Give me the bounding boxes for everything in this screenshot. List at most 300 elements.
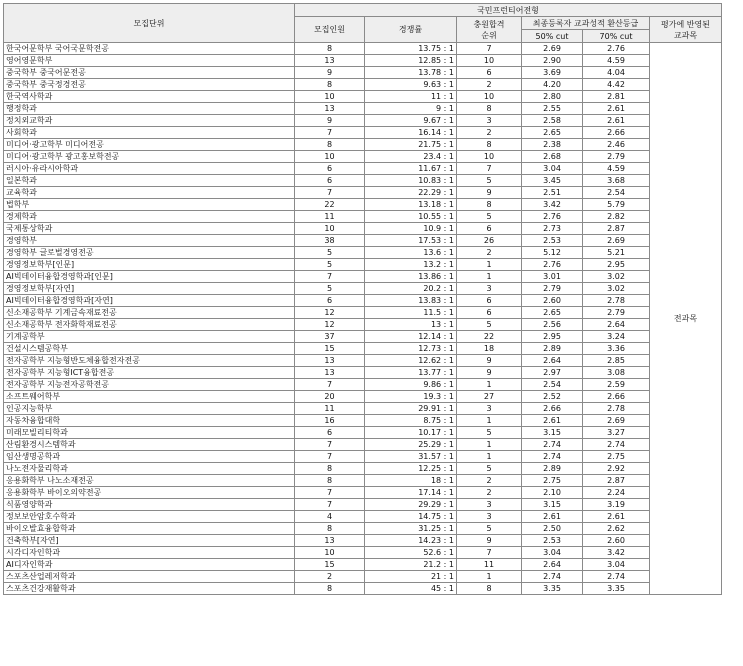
unit-cell: 경영정보학부[자연] xyxy=(4,283,295,295)
cut70-cell: 3.24 xyxy=(583,331,650,343)
table-row xyxy=(4,559,722,571)
cut50-cell: 2.50 xyxy=(522,523,583,535)
header-reflected-subjects xyxy=(650,17,722,43)
unit-cell: 중국학부 중국어문전공 xyxy=(4,67,295,79)
cut50-cell: 2.60 xyxy=(522,295,583,307)
quota-cell: 22 xyxy=(295,199,365,211)
table-row xyxy=(4,403,722,415)
table-row xyxy=(4,415,722,427)
table-row xyxy=(4,223,722,235)
table-row xyxy=(4,547,722,559)
cut50-cell: 2.53 xyxy=(522,235,583,247)
cut50-cell: 2.79 xyxy=(522,283,583,295)
table-row xyxy=(4,283,722,295)
quota-cell: 8 xyxy=(295,463,365,475)
quota-cell: 4 xyxy=(295,511,365,523)
unit-cell: 건설시스템공학부 xyxy=(4,343,295,355)
cut50-cell: 2.58 xyxy=(522,115,583,127)
cut70-cell: 3.35 xyxy=(583,583,650,595)
cut70-cell: 2.85 xyxy=(583,355,650,367)
ratio-cell: 52.6 : 1 xyxy=(365,547,457,559)
rank-cell: 1 xyxy=(457,271,522,283)
unit-cell: 영어영문학부 xyxy=(4,55,295,67)
unit-cell: 인공지능학부 xyxy=(4,403,295,415)
cut50-cell: 2.69 xyxy=(522,43,583,55)
reflected-subjects-cell: 전과목 xyxy=(650,43,722,595)
cut50-cell: 2.74 xyxy=(522,439,583,451)
cut70-cell: 2.74 xyxy=(583,439,650,451)
quota-cell: 11 xyxy=(295,403,365,415)
cut50-cell: 2.76 xyxy=(522,211,583,223)
unit-cell: 미디어·광고학부 광고홍보학전공 xyxy=(4,151,295,163)
table-row xyxy=(4,439,722,451)
cut50-cell: 2.75 xyxy=(522,475,583,487)
table-row xyxy=(4,103,722,115)
table-row xyxy=(4,163,722,175)
unit-cell: 신소재공학부 기계금속재료전공 xyxy=(4,307,295,319)
unit-cell: 기계공학부 xyxy=(4,331,295,343)
unit-cell: 자동차융합대학 xyxy=(4,415,295,427)
unit-cell: 응용화학부 나노소재전공 xyxy=(4,475,295,487)
quota-cell: 8 xyxy=(295,475,365,487)
table-row xyxy=(4,175,722,187)
rank-cell: 5 xyxy=(457,319,522,331)
cut50-cell: 2.65 xyxy=(522,127,583,139)
cut70-cell: 2.69 xyxy=(583,235,650,247)
ratio-cell: 12.25 : 1 xyxy=(365,463,457,475)
table-row xyxy=(4,247,722,259)
quota-cell: 7 xyxy=(295,439,365,451)
table-row xyxy=(4,379,722,391)
cut70-cell: 3.42 xyxy=(583,547,650,559)
cut50-cell: 2.51 xyxy=(522,187,583,199)
cut70-cell: 3.27 xyxy=(583,427,650,439)
unit-cell: 행정학과 xyxy=(4,103,295,115)
unit-cell: 한국역사학과 xyxy=(4,91,295,103)
table-row xyxy=(4,511,722,523)
ratio-cell: 9.86 : 1 xyxy=(365,379,457,391)
table-row xyxy=(4,43,722,55)
ratio-cell: 9 : 1 xyxy=(365,103,457,115)
rank-cell: 5 xyxy=(457,211,522,223)
quota-cell: 5 xyxy=(295,247,365,259)
table-header xyxy=(4,4,722,43)
rank-cell: 9 xyxy=(457,355,522,367)
table-row xyxy=(4,199,722,211)
ratio-cell: 10.55 : 1 xyxy=(365,211,457,223)
rank-cell: 6 xyxy=(457,307,522,319)
admission-results-table xyxy=(3,3,722,595)
quota-cell: 7 xyxy=(295,499,365,511)
quota-cell: 6 xyxy=(295,427,365,439)
cut50-cell: 3.04 xyxy=(522,547,583,559)
cut70-cell: 3.02 xyxy=(583,283,650,295)
ratio-cell: 25.29 : 1 xyxy=(365,439,457,451)
cut70-cell: 2.66 xyxy=(583,391,650,403)
quota-cell: 7 xyxy=(295,379,365,391)
cut70-cell: 2.87 xyxy=(583,223,650,235)
header-reflect-line2: 교과목 xyxy=(673,30,698,40)
cut70-cell: 2.59 xyxy=(583,379,650,391)
cut70-cell: 3.36 xyxy=(583,343,650,355)
cut50-cell: 2.61 xyxy=(522,415,583,427)
quota-cell: 12 xyxy=(295,307,365,319)
ratio-cell: 12.73 : 1 xyxy=(365,343,457,355)
unit-cell: 신소재공학부 전자화학재료전공 xyxy=(4,319,295,331)
header-rank-line2: 순위 xyxy=(481,30,497,40)
rank-cell: 8 xyxy=(457,103,522,115)
ratio-cell: 19.3 : 1 xyxy=(365,391,457,403)
unit-cell: 소프트웨어학부 xyxy=(4,391,295,403)
ratio-cell: 9.63 : 1 xyxy=(365,79,457,91)
cut70-cell: 2.78 xyxy=(583,403,650,415)
header-rank xyxy=(457,17,522,43)
table-row xyxy=(4,187,722,199)
rank-cell: 1 xyxy=(457,379,522,391)
cut70-cell: 2.75 xyxy=(583,451,650,463)
cut70-cell: 2.81 xyxy=(583,91,650,103)
rank-cell: 1 xyxy=(457,415,522,427)
rank-cell: 9 xyxy=(457,187,522,199)
table-row xyxy=(4,235,722,247)
quota-cell: 6 xyxy=(295,175,365,187)
ratio-cell: 13.78 : 1 xyxy=(365,67,457,79)
cut50-cell: 2.38 xyxy=(522,139,583,151)
cut70-cell: 3.19 xyxy=(583,499,650,511)
rank-cell: 6 xyxy=(457,223,522,235)
rank-cell: 9 xyxy=(457,367,522,379)
cut70-cell: 2.74 xyxy=(583,571,650,583)
cut50-cell: 2.68 xyxy=(522,151,583,163)
unit-cell: 러시아·유라시아학과 xyxy=(4,163,295,175)
ratio-cell: 21.2 : 1 xyxy=(365,559,457,571)
cut50-cell: 2.56 xyxy=(522,319,583,331)
rank-cell: 1 xyxy=(457,451,522,463)
ratio-cell: 23.4 : 1 xyxy=(365,151,457,163)
cut50-cell: 3.45 xyxy=(522,175,583,187)
unit-cell: 한국어문학부 국어국문학전공 xyxy=(4,43,295,55)
unit-cell: 경영학부 글로벌경영전공 xyxy=(4,247,295,259)
table-row xyxy=(4,79,722,91)
ratio-cell: 12.14 : 1 xyxy=(365,331,457,343)
quota-cell: 10 xyxy=(295,151,365,163)
unit-cell: 임산생명공학과 xyxy=(4,451,295,463)
cut50-cell: 2.74 xyxy=(522,571,583,583)
table-row xyxy=(4,307,722,319)
quota-cell: 37 xyxy=(295,331,365,343)
table-row xyxy=(4,115,722,127)
unit-cell: 전자공학부 지능전자공학전공 xyxy=(4,379,295,391)
unit-cell: 응용화학부 바이오의약전공 xyxy=(4,487,295,499)
table-row xyxy=(4,499,722,511)
cut50-cell: 2.95 xyxy=(522,331,583,343)
cut50-cell: 2.54 xyxy=(522,379,583,391)
ratio-cell: 8.75 : 1 xyxy=(365,415,457,427)
ratio-cell: 14.75 : 1 xyxy=(365,511,457,523)
cut50-cell: 2.55 xyxy=(522,103,583,115)
quota-cell: 7 xyxy=(295,271,365,283)
quota-cell: 7 xyxy=(295,487,365,499)
header-unit: 모집단위 xyxy=(4,4,295,43)
cut70-cell: 2.79 xyxy=(583,151,650,163)
quota-cell: 13 xyxy=(295,55,365,67)
cut70-cell: 3.02 xyxy=(583,271,650,283)
cut50-cell: 2.74 xyxy=(522,451,583,463)
cut50-cell: 2.52 xyxy=(522,391,583,403)
quota-cell: 16 xyxy=(295,415,365,427)
quota-cell: 7 xyxy=(295,187,365,199)
quota-cell: 8 xyxy=(295,43,365,55)
table-body xyxy=(4,43,722,595)
quota-cell: 13 xyxy=(295,367,365,379)
quota-cell: 12 xyxy=(295,319,365,331)
rank-cell: 6 xyxy=(457,67,522,79)
table-row xyxy=(4,487,722,499)
cut70-cell: 2.60 xyxy=(583,535,650,547)
unit-cell: 경영정보학부[인문] xyxy=(4,259,295,271)
ratio-cell: 11 : 1 xyxy=(365,91,457,103)
header-group-title: 국민프런티어전형 xyxy=(295,4,722,17)
rank-cell: 5 xyxy=(457,175,522,187)
ratio-cell: 31.57 : 1 xyxy=(365,451,457,463)
quota-cell: 15 xyxy=(295,343,365,355)
ratio-cell: 13.86 : 1 xyxy=(365,271,457,283)
table-row xyxy=(4,475,722,487)
ratio-cell: 16.14 : 1 xyxy=(365,127,457,139)
ratio-cell: 17.14 : 1 xyxy=(365,487,457,499)
cut50-cell: 3.35 xyxy=(522,583,583,595)
unit-cell: AI빅데이터융합경영학과[인문] xyxy=(4,271,295,283)
quota-cell: 13 xyxy=(295,535,365,547)
cut70-cell: 4.42 xyxy=(583,79,650,91)
quota-cell: 7 xyxy=(295,127,365,139)
unit-cell: 식품영양학과 xyxy=(4,499,295,511)
header-rank-line1: 충원합격 xyxy=(473,19,505,29)
ratio-cell: 13.83 : 1 xyxy=(365,295,457,307)
cut70-cell: 2.82 xyxy=(583,211,650,223)
rank-cell: 2 xyxy=(457,475,522,487)
unit-cell: 전자공학부 지능형ICT융합전공 xyxy=(4,367,295,379)
unit-cell: 전자공학부 지능형반도체융합전자전공 xyxy=(4,355,295,367)
rank-cell: 27 xyxy=(457,391,522,403)
cut70-cell: 4.59 xyxy=(583,55,650,67)
table-row xyxy=(4,67,722,79)
unit-cell: 스포츠건강재활학과 xyxy=(4,583,295,595)
ratio-cell: 13.77 : 1 xyxy=(365,367,457,379)
rank-cell: 3 xyxy=(457,499,522,511)
quota-cell: 13 xyxy=(295,103,365,115)
table-row xyxy=(4,259,722,271)
ratio-cell: 9.67 : 1 xyxy=(365,115,457,127)
ratio-cell: 21.75 : 1 xyxy=(365,139,457,151)
quota-cell: 20 xyxy=(295,391,365,403)
rank-cell: 6 xyxy=(457,295,522,307)
ratio-cell: 13.18 : 1 xyxy=(365,199,457,211)
cut70-cell: 2.61 xyxy=(583,103,650,115)
unit-cell: 법학부 xyxy=(4,199,295,211)
quota-cell: 5 xyxy=(295,259,365,271)
rank-cell: 3 xyxy=(457,403,522,415)
table-row xyxy=(4,151,722,163)
table-row xyxy=(4,523,722,535)
quota-cell: 10 xyxy=(295,91,365,103)
cut70-cell: 5.21 xyxy=(583,247,650,259)
quota-cell: 10 xyxy=(295,547,365,559)
cut70-cell: 2.87 xyxy=(583,475,650,487)
quota-cell: 11 xyxy=(295,211,365,223)
cut70-cell: 2.64 xyxy=(583,319,650,331)
cut50-cell: 2.89 xyxy=(522,463,583,475)
quota-cell: 8 xyxy=(295,583,365,595)
cut50-cell: 2.80 xyxy=(522,91,583,103)
header-grade-title: 최종등록자 교과성적 환산등급 xyxy=(522,17,650,30)
cut70-cell: 2.95 xyxy=(583,259,650,271)
rank-cell: 5 xyxy=(457,427,522,439)
quota-cell: 8 xyxy=(295,523,365,535)
ratio-cell: 18 : 1 xyxy=(365,475,457,487)
cut70-cell: 4.59 xyxy=(583,163,650,175)
quota-cell: 9 xyxy=(295,115,365,127)
cut70-cell: 2.46 xyxy=(583,139,650,151)
header-cut70: 70% cut xyxy=(583,30,650,43)
cut70-cell: 2.69 xyxy=(583,415,650,427)
unit-cell: 일본학과 xyxy=(4,175,295,187)
rank-cell: 22 xyxy=(457,331,522,343)
ratio-cell: 13.75 : 1 xyxy=(365,43,457,55)
ratio-cell: 12.62 : 1 xyxy=(365,355,457,367)
quota-cell: 13 xyxy=(295,355,365,367)
cut50-cell: 5.12 xyxy=(522,247,583,259)
rank-cell: 7 xyxy=(457,163,522,175)
rank-cell: 8 xyxy=(457,139,522,151)
rank-cell: 8 xyxy=(457,583,522,595)
ratio-cell: 14.23 : 1 xyxy=(365,535,457,547)
ratio-cell: 13.2 : 1 xyxy=(365,259,457,271)
ratio-cell: 13.6 : 1 xyxy=(365,247,457,259)
ratio-cell: 10.9 : 1 xyxy=(365,223,457,235)
cut70-cell: 2.76 xyxy=(583,43,650,55)
table-row xyxy=(4,139,722,151)
quota-cell: 6 xyxy=(295,295,365,307)
rank-cell: 7 xyxy=(457,43,522,55)
quota-cell: 10 xyxy=(295,223,365,235)
ratio-cell: 29.91 : 1 xyxy=(365,403,457,415)
ratio-cell: 45 : 1 xyxy=(365,583,457,595)
cut50-cell: 3.42 xyxy=(522,199,583,211)
table-row xyxy=(4,331,722,343)
ratio-cell: 21 : 1 xyxy=(365,571,457,583)
rank-cell: 2 xyxy=(457,487,522,499)
table-row xyxy=(4,211,722,223)
cut70-cell: 2.54 xyxy=(583,187,650,199)
cut70-cell: 2.61 xyxy=(583,511,650,523)
table-row xyxy=(4,367,722,379)
cut70-cell: 5.79 xyxy=(583,199,650,211)
rank-cell: 10 xyxy=(457,91,522,103)
cut70-cell: 2.62 xyxy=(583,523,650,535)
header-cut50: 50% cut xyxy=(522,30,583,43)
unit-cell: 사회학과 xyxy=(4,127,295,139)
cut70-cell: 4.04 xyxy=(583,67,650,79)
quota-cell: 5 xyxy=(295,283,365,295)
header-reflect-line1: 평가에 반영된 xyxy=(661,19,710,29)
cut50-cell: 2.64 xyxy=(522,355,583,367)
rank-cell: 10 xyxy=(457,151,522,163)
table-row xyxy=(4,463,722,475)
rank-cell: 3 xyxy=(457,283,522,295)
table-row xyxy=(4,295,722,307)
cut50-cell: 2.66 xyxy=(522,403,583,415)
cut50-cell: 2.53 xyxy=(522,535,583,547)
cut50-cell: 2.73 xyxy=(522,223,583,235)
quota-cell: 38 xyxy=(295,235,365,247)
unit-cell: 건축학부[자연] xyxy=(4,535,295,547)
ratio-cell: 12.85 : 1 xyxy=(365,55,457,67)
cut50-cell: 2.90 xyxy=(522,55,583,67)
cut50-cell: 3.01 xyxy=(522,271,583,283)
unit-cell: 미디어·광고학부 미디어전공 xyxy=(4,139,295,151)
quota-cell: 6 xyxy=(295,163,365,175)
ratio-cell: 17.53 : 1 xyxy=(365,235,457,247)
ratio-cell: 13 : 1 xyxy=(365,319,457,331)
unit-cell: 바이오발효융합학과 xyxy=(4,523,295,535)
table-row xyxy=(4,571,722,583)
cut70-cell: 3.04 xyxy=(583,559,650,571)
rank-cell: 18 xyxy=(457,343,522,355)
quota-cell: 15 xyxy=(295,559,365,571)
admission-results-table-container xyxy=(3,3,722,595)
table-row xyxy=(4,319,722,331)
quota-cell: 8 xyxy=(295,79,365,91)
rank-cell: 9 xyxy=(457,535,522,547)
ratio-cell: 11.67 : 1 xyxy=(365,163,457,175)
quota-cell: 8 xyxy=(295,139,365,151)
rank-cell: 8 xyxy=(457,199,522,211)
unit-cell: 시각디자인학과 xyxy=(4,547,295,559)
rank-cell: 1 xyxy=(457,259,522,271)
cut50-cell: 2.64 xyxy=(522,559,583,571)
rank-cell: 5 xyxy=(457,523,522,535)
header-quota: 모집인원 xyxy=(295,17,365,43)
table-row xyxy=(4,271,722,283)
cut50-cell: 3.15 xyxy=(522,499,583,511)
ratio-cell: 10.17 : 1 xyxy=(365,427,457,439)
table-row xyxy=(4,451,722,463)
rank-cell: 7 xyxy=(457,547,522,559)
table-row xyxy=(4,391,722,403)
unit-cell: 정치외교학과 xyxy=(4,115,295,127)
cut50-cell: 2.10 xyxy=(522,487,583,499)
table-row xyxy=(4,355,722,367)
header-ratio: 경쟁률 xyxy=(365,17,457,43)
rank-cell: 2 xyxy=(457,127,522,139)
ratio-cell: 22.29 : 1 xyxy=(365,187,457,199)
rank-cell: 26 xyxy=(457,235,522,247)
table-row xyxy=(4,55,722,67)
cut50-cell: 3.04 xyxy=(522,163,583,175)
unit-cell: 국제통상학과 xyxy=(4,223,295,235)
table-row xyxy=(4,127,722,139)
quota-cell: 7 xyxy=(295,451,365,463)
table-row xyxy=(4,535,722,547)
table-row xyxy=(4,91,722,103)
cut50-cell: 2.76 xyxy=(522,259,583,271)
cut50-cell: 2.89 xyxy=(522,343,583,355)
cut70-cell: 2.79 xyxy=(583,307,650,319)
rank-cell: 1 xyxy=(457,439,522,451)
ratio-cell: 20.2 : 1 xyxy=(365,283,457,295)
cut70-cell: 2.66 xyxy=(583,127,650,139)
